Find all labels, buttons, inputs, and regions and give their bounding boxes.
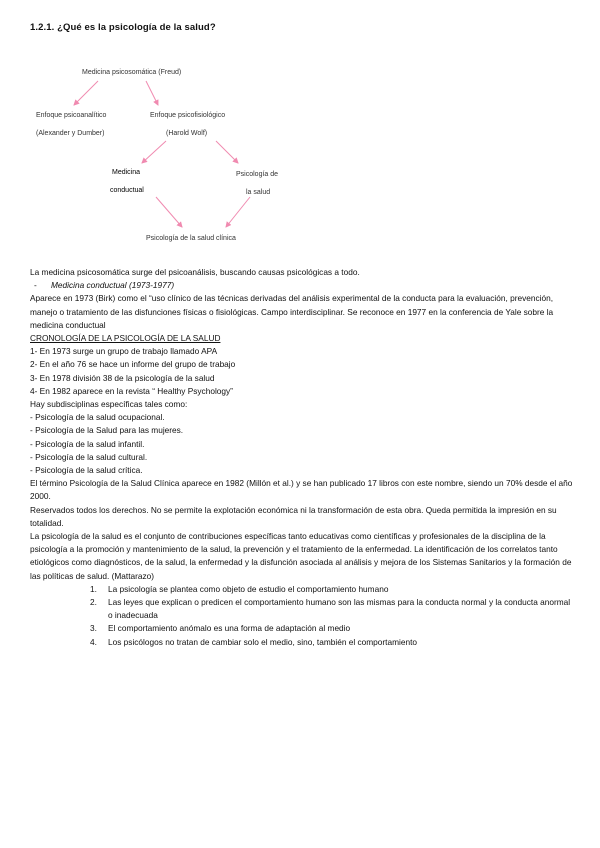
numbered-list: [30, 583, 575, 649]
subdiscipline-5: - Psicología de la salud crítica.: [30, 465, 143, 476]
cronologia-item-1: 1- En 1973 surge un grupo de trabajo llamado APA: [30, 346, 218, 357]
node-medicina-conductual-1: Medicina: [112, 169, 141, 176]
list-number: 2.: [90, 597, 97, 608]
cronologia-title: CRONOLOGÍA DE LA PSICOLOGÍA DE LA SALUD: [30, 333, 221, 344]
list-item: [30, 636, 575, 649]
subdiscipline-3: - Psicología de la salud infantil.: [30, 438, 145, 449]
subheading-medicina-conductual: [30, 279, 575, 292]
dash-marker: -: [34, 280, 37, 291]
arrow-midright-bottom: [226, 197, 250, 227]
list-item: [30, 596, 575, 622]
list-text: Los psicólogos no tratan de cambiar solo el medio, sino, también el comportamiento: [108, 636, 417, 647]
subdiscipline-2: - Psicología de la Salud para las mujeres.: [30, 425, 184, 436]
list-item: [30, 583, 575, 596]
list-number: 4.: [90, 636, 97, 647]
body-text: [30, 266, 575, 649]
node-psicologia-salud-2: la salud: [246, 189, 271, 196]
list-text: Las leyes que explican o predicen el comportamiento humano son las mismas para la conducta normal y la conducta anormal o inadecuada: [108, 597, 571, 621]
node-enfoque-psicofisiologico-sub: (Harold Wolf): [166, 130, 208, 137]
paragraph-definition: La psicología de la salud es el conjunto de contribuciones específicas tanto educativas como científicas y profesionales de la disciplina de la psicología a la promoción y mantenimiento de la salud, la prevención y el tratamiento de la enfermedad. La identificación de los correlatos tanto etiológicos como diagnósticos, de la salud, la enfermedad y la disfunción asociada al análisis y mejora de los Sistemas Sanitarios y la formación de las políticas de salud. (Mattarazo): [30, 531, 572, 581]
concept-diagram: [0, 55, 600, 255]
list-number: 3.: [90, 623, 97, 634]
arrow-top-right: [146, 81, 158, 105]
section-heading: 1.2.1. ¿Qué es la psicología de la salud?: [30, 22, 216, 33]
node-enfoque-psicofisiologico: Enfoque psicofisiológico: [150, 112, 226, 119]
node-medicina-psicosomatica: Medicina psicosomática (Freud): [82, 69, 182, 76]
paragraph-intro: La medicina psicosomática surge del psicoanálisis, buscando causas psicológicas a todo.: [30, 267, 360, 277]
arrow-right-midright: [216, 141, 238, 163]
list-text: El comportamiento anómalo es una forma de adaptación al medio: [108, 623, 351, 634]
list-item: [30, 622, 575, 635]
paragraph-millon: El término Psicología de la Salud Clínica aparece en 1982 (Millón et al.) y se han publicado 17 libros con este nombre, siendo un 70% desde el año 2000.: [30, 478, 573, 502]
paragraph-birk: Aparece en 1973 (Birk) como el “uso clínico de las técnicas derivadas del análisis experimental de la conducta para la evaluación, prevención, manejo o tratamiento de las disfunciones físicas o fisiológicas. Campo interdisciplinar. Se reconoce en 1977 en la conferencia de Yale sobre la medicina conductual: [30, 293, 554, 330]
node-psicologia-salud-clinica: Psicología de la salud clínica: [146, 235, 236, 242]
subdiscipline-4: - Psicología de la salud cultural.: [30, 451, 148, 462]
cronologia-item-2: 2- En el año 76 se hace un informe del grupo de trabajo: [30, 359, 236, 370]
subdiscipline-1: - Psicología de la salud ocupacional.: [30, 412, 165, 423]
paragraph-rights: Reservados todos los derechos. No se permite la explotación económica ni la transformación de esta obra. Queda permitida la impresión en su totalidad.: [30, 504, 557, 528]
diagram-arrows: [0, 55, 600, 255]
arrow-midleft-bottom: [156, 197, 182, 227]
arrow-right-midleft: [142, 141, 166, 163]
node-enfoque-psicoanalitico: Enfoque psicoanalítico: [36, 112, 107, 119]
node-psicologia-salud-1: Psicología de: [236, 171, 279, 178]
cronologia-item-3: 3- En 1978 división 38 de la psicología de la salud: [30, 372, 215, 383]
list-number: 1.: [90, 583, 97, 594]
node-enfoque-psicoanalitico-sub: (Alexander y Dumber): [36, 130, 105, 137]
subheading-text: Medicina conductual (1973-1977): [51, 280, 175, 291]
subdisciplines-intro: Hay subdisciplinas específicas tales como:: [30, 399, 188, 410]
node-medicina-conductual-2: conductual: [110, 187, 144, 194]
cronologia-item-4: 4- En 1982 aparece en la revista “ Healthy Psychology”: [30, 385, 233, 396]
list-text: La psicología se plantea como objeto de estudio el comportamiento humano: [108, 583, 389, 594]
arrow-top-left: [74, 81, 98, 105]
